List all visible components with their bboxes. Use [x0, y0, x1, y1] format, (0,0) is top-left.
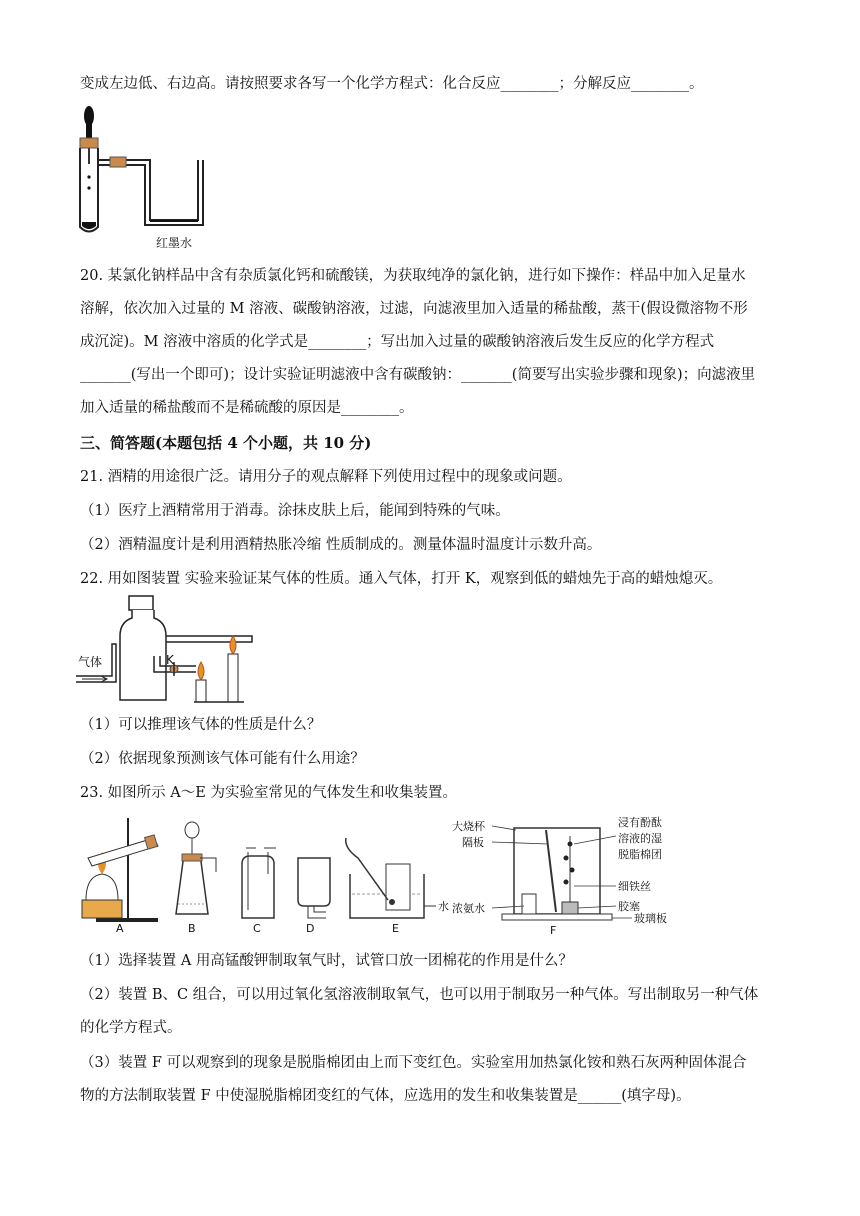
label-e: E: [392, 922, 399, 935]
label-d: D: [306, 922, 315, 935]
q23-part-1: （1）选择装置 A 用高锰酸钾制取氧气时，试管口放一团棉花的作用是什么？: [80, 953, 573, 969]
q21-part-1: （1）医疗上酒精常用于消毒。涂抹皮肤上后，能闻到特殊的气味。: [80, 503, 510, 519]
label-f: F: [550, 924, 557, 937]
apparatus-d: [298, 858, 330, 935]
label-a: A: [116, 922, 124, 935]
label-b: B: [188, 922, 196, 935]
section-3-heading: 三、简答题(本题包括 4 个小题，共 10 分): [80, 434, 372, 452]
label-stopper: 胶塞: [618, 900, 640, 913]
q20-line-3: 成沉淀)。M 溶液中溶质的化学式是________；写出加入过量的碳酸钠溶液后发生反应的化学方程式: [80, 334, 715, 350]
q20-line-1: 20. 某氯化钠样品中含有杂质氯化钙和硫酸镁，为获取纯净的氯化钠，进行如下操作：样品中加入足量水: [80, 268, 746, 284]
label-cotton-1: 浸有酚酞: [618, 816, 662, 829]
q19-apparatus-figure: [70, 102, 220, 252]
q22-part-2: （2）依据现象预测该气体可能有什么用途？: [80, 751, 365, 767]
apparatus-f: [452, 815, 667, 937]
apparatus-a: [82, 818, 158, 935]
q23-part-3-line-1: （3）装置 F 可以观察到的现象是脱脂棉团由上而下变红色。实验室用加热氯化铵和熟石灰两种固体混合: [80, 1055, 747, 1071]
q23-part-2-line-2: 的化学方程式。: [80, 1020, 182, 1036]
q21-part-2: （2）酒精温度计是利用酒精热胀冷缩 性质制成的。测量体温时温度计示数升高。: [80, 537, 602, 553]
q23-part-3-line-2: 物的方法制取装置 F 中使湿脱脂棉团变红的气体，应选用的发生和收集装置是______(填字母)。: [80, 1088, 691, 1104]
label-big-beaker: 大烧杯: [452, 820, 485, 833]
q23-gas-apparatus-figure: [76, 814, 686, 937]
label-c: C: [253, 922, 261, 935]
apparatus-c: [242, 848, 276, 935]
q20-line-4: _______(写出一个即可)；设计实验证明滤液中含有碳酸钠：_______(简要写出实验步骤和现象)；向滤液里: [80, 367, 756, 383]
q21-stem: 21. 酒精的用途很广泛。请用分子的观点解释下列使用过程中的现象或问题。: [80, 469, 572, 485]
q23-part-2-line-1: （2）装置 B、C 组合，可以用过氧化氢溶液制取氧气，也可以用于制取另一种气体。写出制取另一种气体: [80, 987, 759, 1003]
label-ammonia: 浓氨水: [452, 902, 485, 915]
q22-candle-apparatus-figure: [76, 596, 266, 708]
q19-red-ink-label: 红墨水: [156, 236, 193, 250]
label-iron-wire: 细铁丝: [618, 880, 651, 893]
q23-stem: 23. 如图所示 A～E 为实验室常见的气体发生和收集装置。: [80, 785, 457, 801]
label-cotton-3: 脱脂棉团: [618, 848, 662, 861]
label-water: 水: [438, 900, 449, 913]
q22-part-1: （1）可以推理该气体的性质是什么？: [80, 717, 322, 733]
q20-line-2: 溶解，依次加入过量的 M 溶液、碳酸钠溶液，过滤，向滤液里加入适量的稀盐酸，蒸干(假设微溶物不形: [80, 301, 748, 317]
q19-tail-text: 变成左边低、右边高。请按照要求各写一个化学方程式：化合反应________；分解反应________。: [80, 76, 704, 92]
q22-valve-k-label: K: [166, 653, 174, 667]
label-divider: 隔板: [462, 836, 484, 849]
label-glass-plate: 玻璃板: [634, 912, 667, 925]
q20-line-5: 加入适量的稀盐酸而不是稀硫酸的原因是________。: [80, 400, 414, 416]
apparatus-b: [176, 822, 216, 935]
label-cotton-2: 溶液的湿: [618, 832, 662, 845]
apparatus-e: [346, 838, 449, 935]
q22-stem: 22. 用如图装置 实验来验证某气体的性质。通入气体，打开 K，观察到低的蜡烛先于高的蜡烛熄灭。: [80, 571, 723, 587]
q22-gas-label: 气体: [78, 655, 103, 669]
